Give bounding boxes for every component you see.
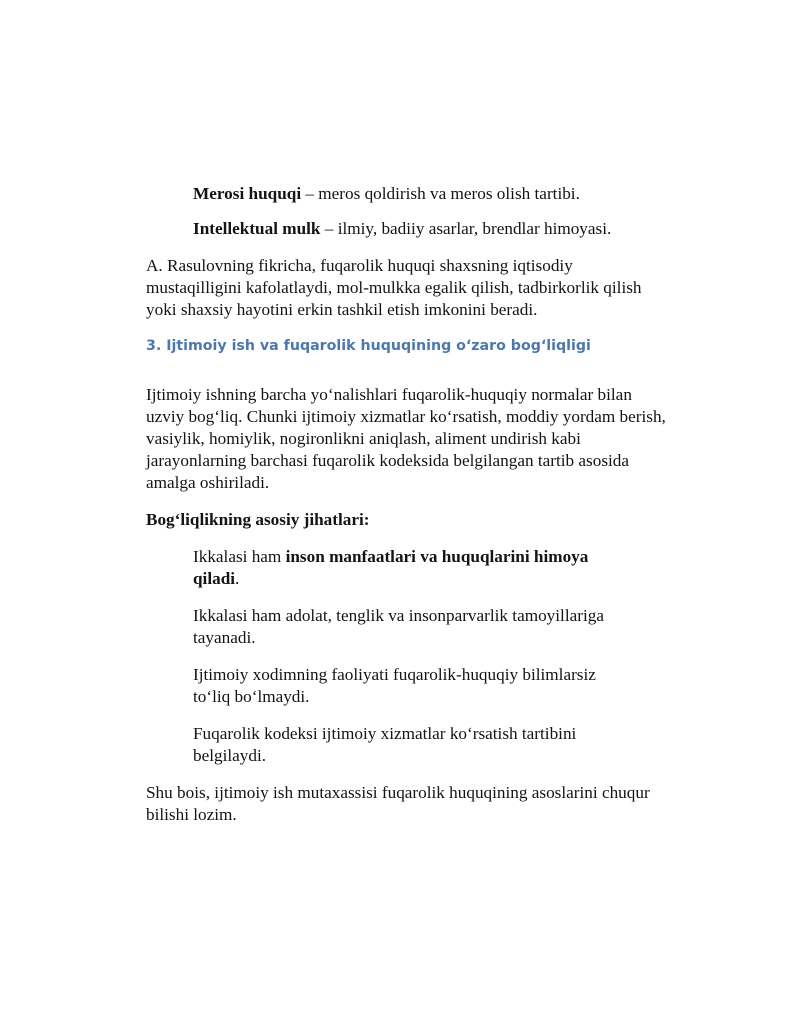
point-3: Ijtimoiy xodimning faoliyati fuqarolik-huquqiy bilimlarsiz to‘liq bo‘lmaydi. <box>193 665 596 706</box>
meros-line <box>146 183 666 205</box>
section-heading: 3. Ijtimoiy ish va fuqarolik huquqining o‘zaro bog‘liqligi <box>146 338 591 354</box>
meros-definition: – meros qoldirish va meros olish tartibi. <box>301 184 580 203</box>
point-2: Ikkalasi ham adolat, tenglik va insonparvarlik tamoyillariga tayanadi. <box>193 606 604 647</box>
rasulov-paragraph: A. Rasulovning fikricha, fuqarolik huquqi shaxsning iqtisodiy mustaqilligini kafolatlaydi, mol-mulkka egalik qilish, tadbirkorlik qilish yoki shaxsiy hayotini erkin tashkil etish imkonini beradi. <box>146 256 642 319</box>
point-1 <box>146 546 633 590</box>
point-4: Fuqarolik kodeksi ijtimoiy xizmatlar ko‘rsatish tartibini belgilaydi. <box>193 724 577 765</box>
conclusion-paragraph: Shu bois, ijtimoiy ish mutaxassisi fuqarolik huquqining asoslarini chuqur bilishi lozim. <box>146 783 650 824</box>
meros-term: Merosi huquqi <box>193 184 302 203</box>
subheading: Bog‘liqlikning asosiy jihatlari: <box>146 510 370 529</box>
document-body <box>146 183 666 826</box>
point-1-bold: inson manfaatlari va huquqlarini himoya qiladi <box>193 547 589 588</box>
point-1-post: . <box>235 569 240 588</box>
intellektual-term: Intellektual mulk <box>193 219 321 238</box>
intellektual-line <box>146 218 666 240</box>
ijtimoiy-paragraph: Ijtimoiy ishning barcha yo‘nalishlari fuqarolik-huquqiy normalar bilan uzviy bog‘liq. Chunki ijtimoiy xizmatlar ko‘rsatish, moddiy yordam berish, vasiylik, homiylik, nogironlikni aniqlash, aliment undirish kabi jarayonlarning barchasi fuqarolik kodeksida belgilangan tartib asosida amalga oshiriladi. <box>146 385 666 492</box>
point-1-pre: Ikkalasi ham <box>193 547 286 566</box>
intellektual-definition: – ilmiy, badiiy asarlar, brendlar himoyasi. <box>320 219 612 238</box>
